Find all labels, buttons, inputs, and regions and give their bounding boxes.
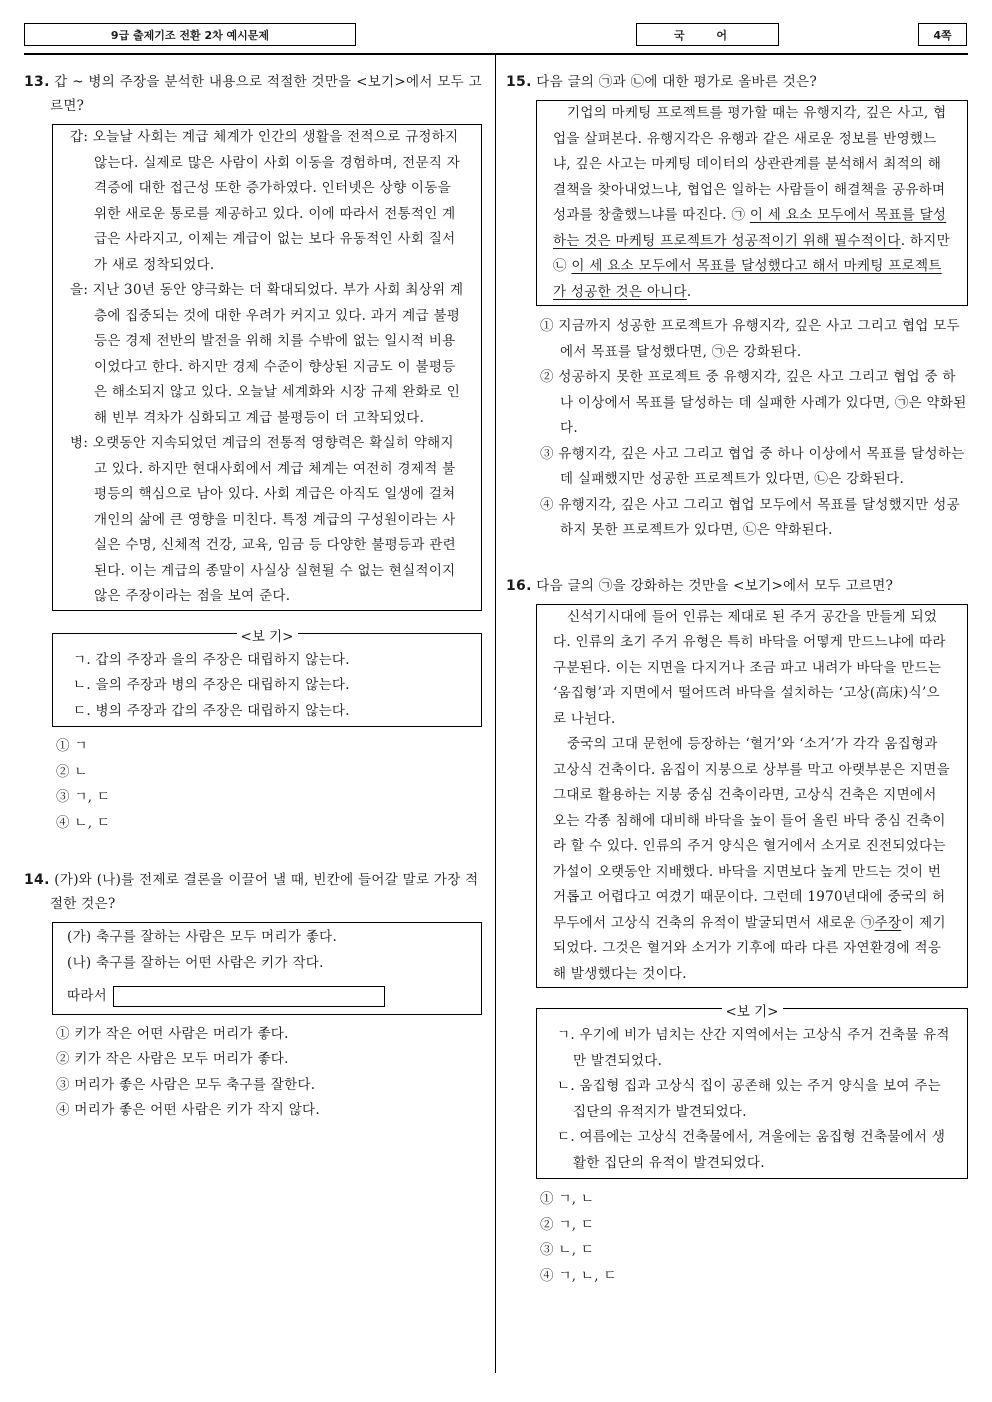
question-16-options — [536, 1187, 968, 1289]
passage-speaker-eul: 을: 지난 30년 동안 양극화는 더 확대되었다. 부가 사회 최상위 계층에 집중되는 것에 대한 우려가 커지고 있다. 과거 계급 불평등은 경제 전반의 발전을 위해 치를 수밖에 없는 일시적 비용이었다고 한다. 하지만 경제 수준이 향상된 지금도 이 불평등은 해소되지 않고 있다. 오늘날 세계화와 시장 규제 완화로 인해 빈부 격차가 심화되고 계급 불평등이 더 고착되었다. — [70, 282, 464, 426]
option-3[interactable]: ③ 머리가 좋은 사람은 모두 축구를 잘한다. — [56, 1076, 316, 1093]
premise-ga: (가) 축구를 잘하는 사람은 모두 머리가 좋다. — [67, 929, 338, 945]
bogi-title: <보 기> — [53, 625, 481, 645]
option-4[interactable]: ④ 머리가 좋은 어떤 사람은 키가 작지 않다. — [56, 1102, 320, 1118]
question-13-bogi — [52, 628, 482, 728]
option-2[interactable]: ② ㄱ, ㄷ — [540, 1216, 595, 1233]
option-4[interactable]: ④ ㄱ, ㄴ, ㄷ — [540, 1267, 617, 1284]
underlined-claim-2: 이 세 요소 모두에서 목표를 달성했다고 해서 마케팅 프로젝트가 성공한 것은 아니다 — [553, 258, 942, 300]
column-divider — [495, 55, 496, 1373]
conclusion-label: 따라서 — [67, 988, 108, 1004]
bogi-item: ㄷ. 병의 주장과 갑의 주장은 대립하지 않는다. — [73, 702, 350, 719]
option-1[interactable]: ① ㄱ, ㄴ — [540, 1191, 595, 1207]
question-15-stem: 15. 다음 글의 ㉠과 ㉡에 대한 평가로 올바른 것은? — [506, 74, 818, 90]
option-4[interactable]: ④ 유행지각, 깊은 사고 그리고 협업 모두에서 목표를 달성했지만 성공하지 못한 프로젝트가 있다면, ㉡은 약화된다. — [540, 496, 960, 538]
question-16-stem: 16. 다음 글의 ㉠을 강화하는 것만을 <보기>에서 모두 고르면? — [506, 577, 894, 594]
question-14-number: 14. — [24, 872, 50, 888]
bogi-item: ㄱ. 갑의 주장과 을의 주장은 대립하지 않는다. — [73, 651, 350, 668]
left-column — [24, 70, 486, 1124]
question-16-number: 16. — [506, 577, 532, 594]
marker-giyeok: ㉠ — [731, 207, 746, 223]
bogi-title: <보 기> — [537, 1000, 967, 1020]
header-subject: 국 어 — [636, 23, 779, 46]
option-2[interactable]: ② 성공하지 못한 프로젝트 중 유행지각, 깊은 사고 그리고 협업 중 하나 이상에서 목표를 달성하는 데 실패한 사례가 있다면, ㉠은 약화된다. — [540, 369, 967, 436]
bogi-item: ㄱ. 우기에 비가 넘치는 산간 지역에서는 고상식 주거 건축물 유적만 발견되었다. — [557, 1027, 950, 1069]
passage-speaker-gap: 갑: 오늘날 사회는 계급 체계가 인간의 생활을 전적으로 규정하지 않는다. 실제로 많은 사람이 사회 이동을 경험하며, 전문직 자격증에 대한 접근성 또한 증가하였다. 인터넷은 상향 이동을 위한 새로운 통로를 제공하고 있다. 이에 따라서 전통적인 계급은 사라지고, 이제는 계급이 없는 보다 유동적인 사회 질서가 새로 정착되었다. — [70, 129, 461, 273]
header-page-number: 4쪽 — [918, 23, 967, 46]
option-2[interactable]: ② ㄴ — [56, 763, 88, 780]
question-13-passage — [52, 124, 482, 611]
bogi-item: ㄷ. 여름에는 고상식 건축물에서, 겨울에는 움집형 건축물에서 생활한 집단의 유적이 발견되었다. — [557, 1129, 946, 1171]
option-1[interactable]: ① 키가 작은 어떤 사람은 머리가 좋다. — [56, 1025, 289, 1042]
marker-giyeok: ㉠ — [860, 914, 875, 931]
passage-paragraph-1: 신석기시대에 들어 인류는 제대로 된 주거 공간을 만들게 되었다. 인류의 초기 주거 유형은 특히 바닥을 어떻게 만드느냐에 따라 구분된다. 이는 지면을 다지거나 조금 파고 내려가 바닥을 만드는 ‘움집형’과 지면에서 떨어뜨려 바닥을 설치하는 ‘고상(高床)식’으로 나뉜다. — [553, 608, 946, 727]
question-15-passage-text: 기업의 마케팅 프로젝트를 평가할 때는 유행지각, 깊은 사고, 협업을 살펴본다. 유행지각은 유행과 같은 새로운 정보를 반영했느냐, 깊은 사고는 마케팅 데이터의 상관관계를 분석해서 최적의 해결책을 찾아내었느냐, 협업은 일하는 사람들이 해결책을 공유하며 성과를 창출했느냐를 따진다. ㉠ 이 세 요소 모두에서 목표를 달성하는 것은 마케팅 프로젝트가 성공적이기 위해 필수적이다. 하지만 ㉡ 이 세 요소 모두에서 목표를 달성했다고 해서 마케팅 프로젝트가 성공한 것은 아니다. — [553, 105, 950, 300]
option-3[interactable]: ③ ㄱ, ㄷ — [56, 789, 111, 805]
question-14-premise-box — [52, 922, 482, 1015]
question-14 — [24, 868, 486, 1124]
question-16-passage — [536, 604, 968, 989]
question-14-options — [52, 1022, 486, 1124]
question-13-number: 13. — [24, 74, 50, 90]
question-15-number: 15. — [506, 74, 532, 90]
option-1[interactable]: ① 지금까지 성공한 프로젝트가 유행지각, 깊은 사고 그리고 협업 모두에서 목표를 달성했다면, ㉠은 강화된다. — [540, 318, 960, 360]
bogi-item: ㄴ. 을의 주장과 병의 주장은 대립하지 않는다. — [73, 677, 350, 693]
underlined-claim-1: 이 세 요소 모두에서 목표를 달성하는 것은 마케팅 프로젝트가 성공적이기 위해 필수적이다 — [553, 207, 947, 249]
underlined-claim: 주장 — [874, 914, 902, 931]
question-15 — [506, 70, 968, 544]
conclusion-blank — [113, 986, 385, 1007]
question-13-stem: 13. 갑 ~ 병의 주장을 분석한 내용으로 적절한 것만을 <보기>에서 모두 고르면? — [24, 74, 482, 114]
question-16-bogi — [536, 1004, 968, 1179]
marker-nieun: ㉡ — [553, 258, 567, 274]
bogi-item: ㄴ. 움집형 집과 고상식 집이 공존해 있는 주거 양식을 보여 주는 집단의 유적지가 발견되었다. — [557, 1078, 942, 1120]
header-divider — [24, 53, 968, 55]
option-2[interactable]: ② 키가 작은 사람은 모두 머리가 좋다. — [56, 1051, 289, 1067]
conclusion-line — [67, 984, 469, 1010]
header-exam-title: 9급 출제기조 전환 2차 예시문제 — [24, 23, 356, 46]
right-column — [506, 70, 968, 1289]
question-15-passage — [536, 100, 968, 306]
question-14-stem: 14. (가)와 (나)를 전제로 결론을 이끌어 낼 때, 빈칸에 들어갈 말로 가장 적절한 것은? — [24, 872, 479, 912]
question-13-options — [52, 734, 486, 836]
passage-paragraph-2: 중국의 고대 문헌에 등장하는 ‘혈거’와 ‘소거’가 각각 움집형과 고상식 건축이다. 움집이 지붕으로 상부를 막고 아랫부분은 지면을 그대로 활용하는 지붕 중심 건축이라면, 고상식 건축은 지면에서 오는 각종 침해에 대비해 바닥을 높이 들어 올린 바닥 중심 건축이라 할 수 있다. 인류의 주거 양식은 혈거에서 소거로 진전되었다는 가설이 오랫동안 지배했다. 바닥을 지면보다 높게 만드는 것이 번거롭고 어렵다고 여겼기 때문이다. 그런데 1970년대에 중국의 허무두에서 고상식 건축의 유적이 발굴되면서 새로운 ㉠주장이 제기되었다. 그것은 혈거와 소거가 기후에 따라 다른 자연환경에 적응해 발생했다는 것이다. — [553, 736, 950, 982]
passage-speaker-byeong: 병: 오랫동안 지속되었던 계급의 전통적 영향력은 확실히 약해지고 있다. 하지만 현대사회에서 계급 체계는 여전히 경제적 불평등의 핵심으로 남아 있다. 사회 계급은 아직도 일생에 걸쳐 개인의 삶에 큰 영향을 미친다. 특정 계급의 구성원이라는 사실은 수명, 신체적 건강, 교육, 임금 등 다양한 불평등과 관련된다. 이는 계급의 종말이 사실상 실현될 수 없는 현실적이지 않은 주장이라는 점을 보여 준다. — [70, 435, 456, 604]
option-4[interactable]: ④ ㄴ, ㄷ — [56, 814, 111, 831]
premise-na: (나) 축구를 잘하는 어떤 사람은 키가 작다. — [67, 954, 324, 971]
option-1[interactable]: ① ㄱ — [56, 738, 88, 754]
option-3[interactable]: ③ ㄴ, ㄷ — [540, 1242, 595, 1258]
option-3[interactable]: ③ 유행지각, 깊은 사고 그리고 협업 중 하나 이상에서 목표를 달성하는 데 실패했지만 성공한 프로젝트가 있다면, ㉡은 강화된다. — [540, 445, 965, 487]
question-16 — [506, 574, 968, 1290]
question-13 — [24, 70, 486, 836]
question-15-options — [536, 314, 968, 544]
